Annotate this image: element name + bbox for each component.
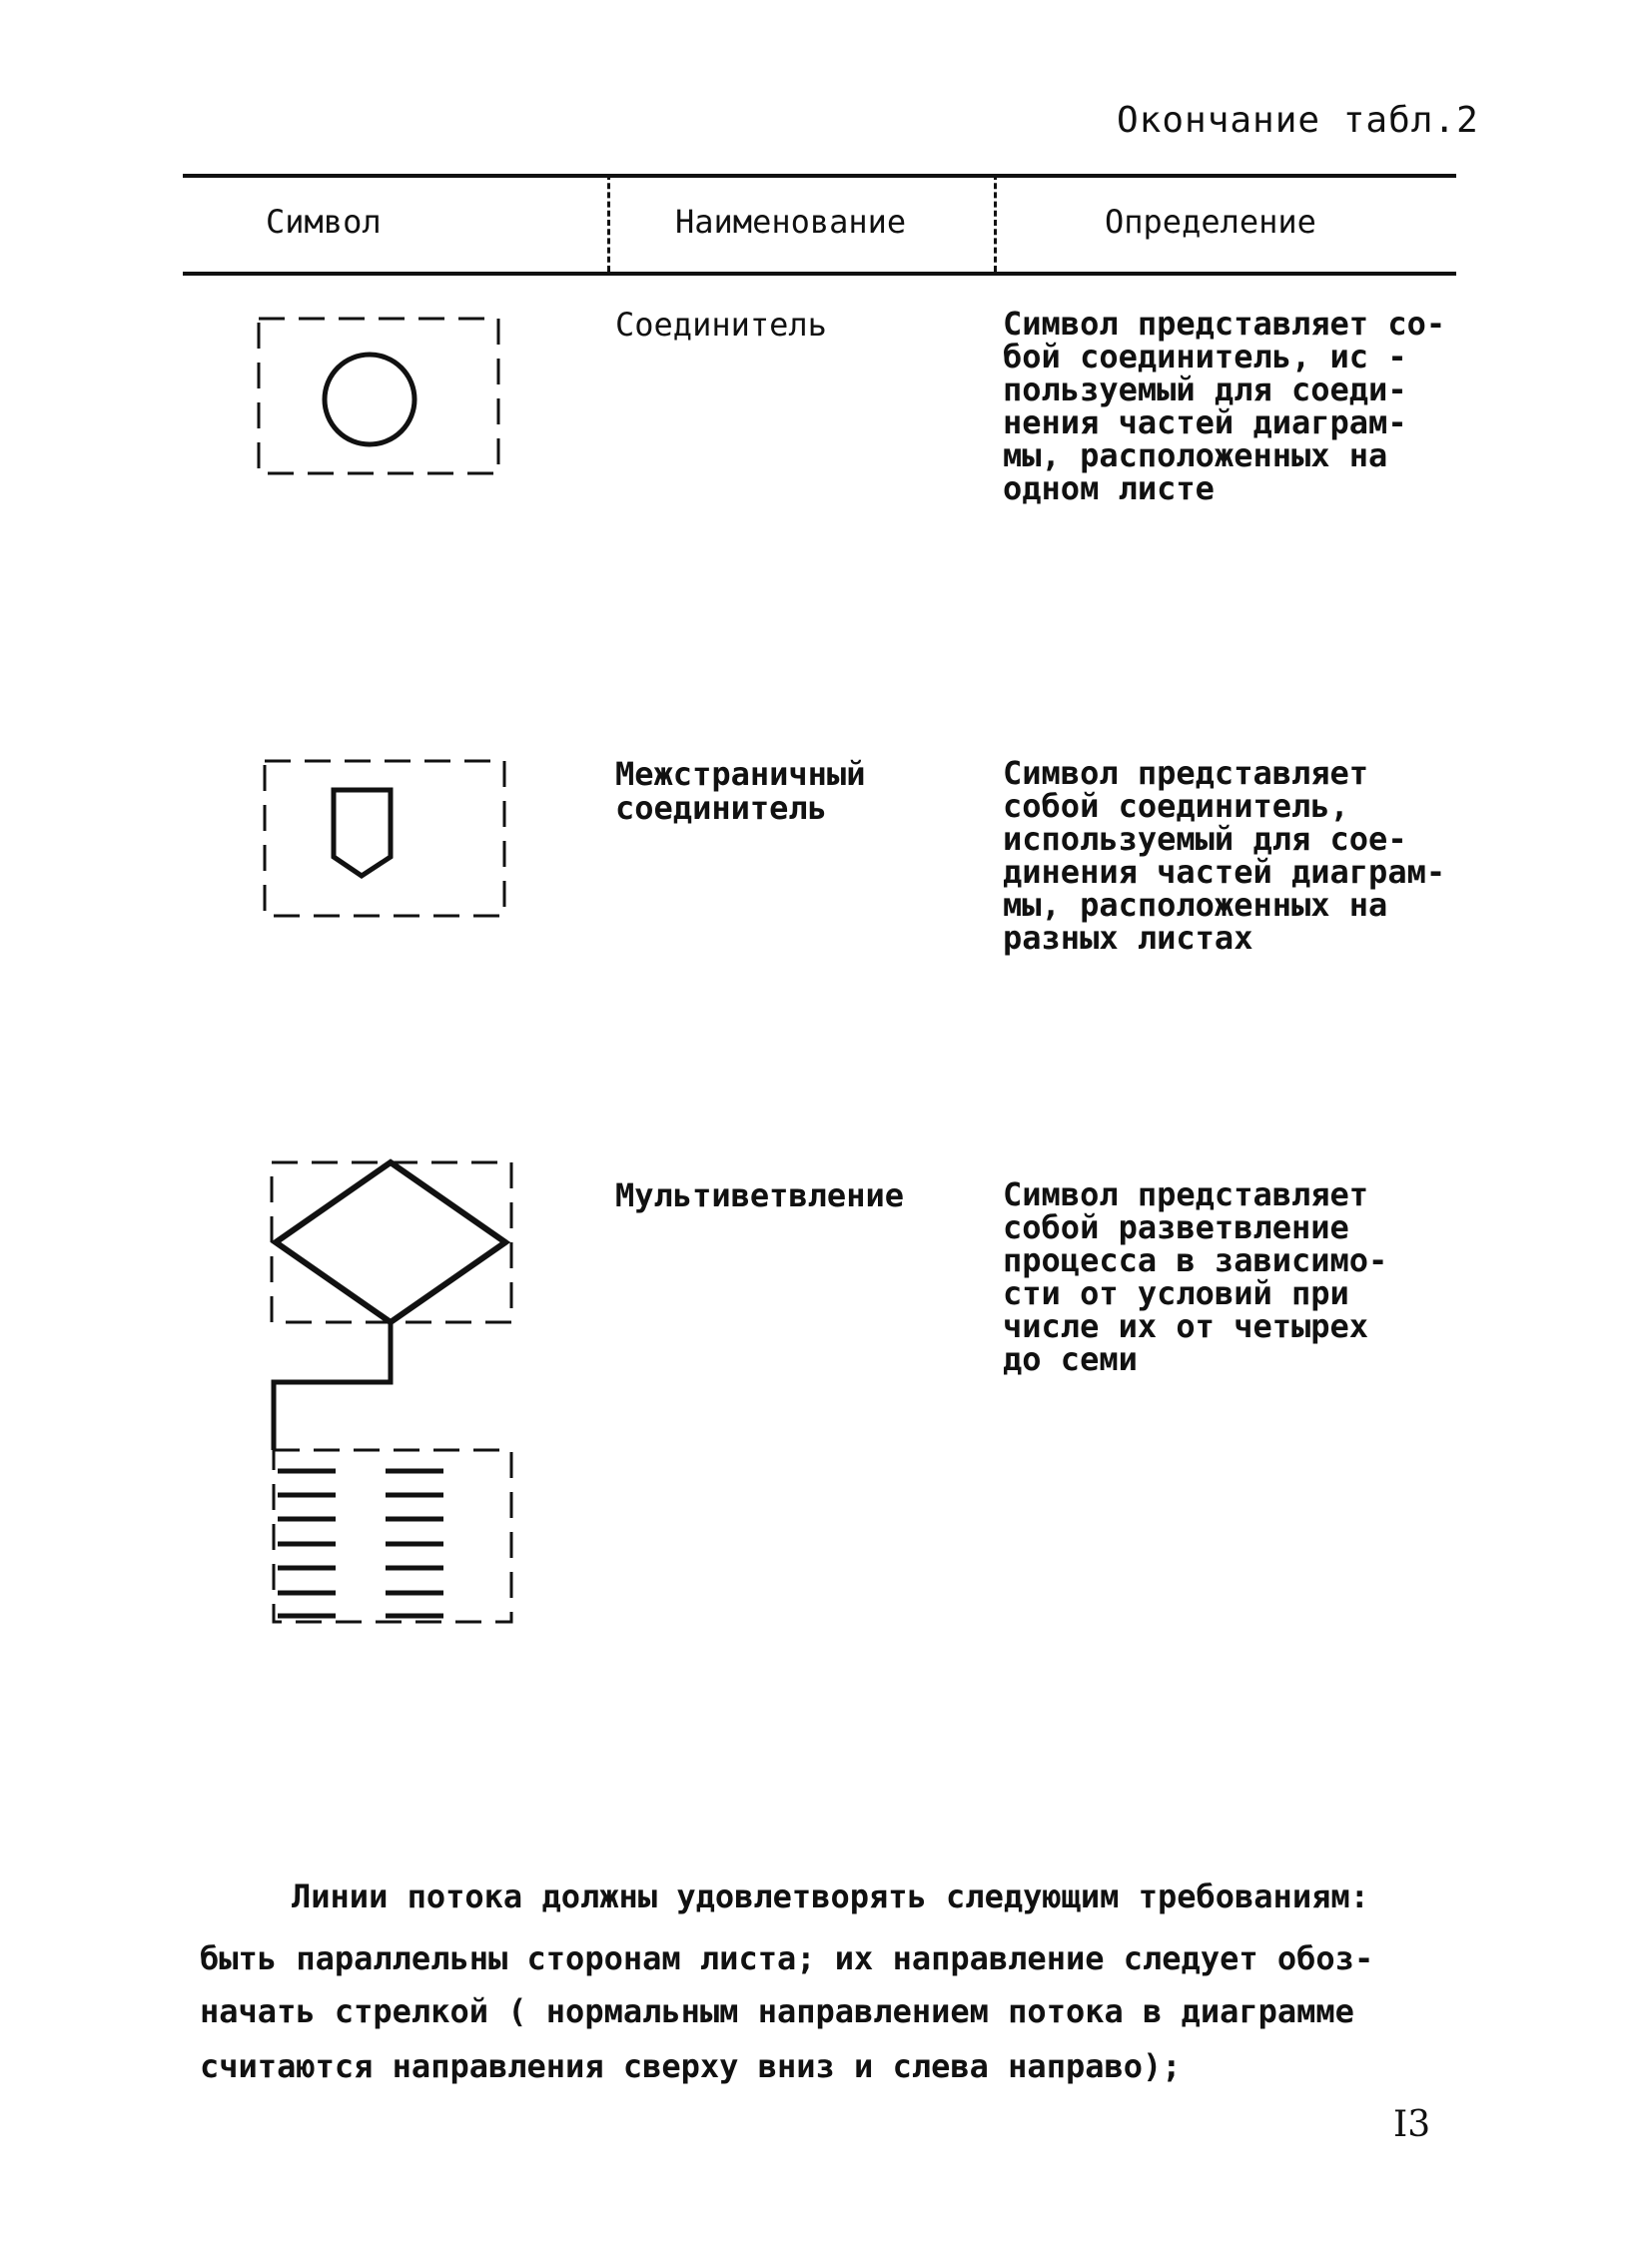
header-separator-1 <box>607 174 610 272</box>
row2-name: Межстраничный соединитель <box>615 755 866 827</box>
row1-name: Соединитель <box>615 306 827 344</box>
table-header-bottom-rule <box>183 272 1456 276</box>
row3-name: Мультиветвление <box>615 1176 904 1214</box>
header-symbol: Символ <box>266 203 382 241</box>
header-definition: Определение <box>1105 203 1316 241</box>
multibranch-decision-icon <box>268 1158 517 1633</box>
connector-circle-icon <box>255 315 504 479</box>
row1-definition: Символ представляет со- бой соединитель, ис - пользуемый для соеди- нения частей диаграм- мы, расположенных на одном листе <box>1003 305 1446 507</box>
table-caption: Окончание табл.2 <box>1117 100 1479 141</box>
row2-definition: Символ представляет собой соединитель, используемый для сое- динения частей диаграм- мы, расположенных на разных листах <box>1003 754 1446 957</box>
offpage-connector-icon <box>261 757 510 922</box>
row3-definition: Символ представляет собой разветвление процесса в зависимо- сти от условий при числе их от четырех до семи <box>1003 1175 1388 1378</box>
header-separator-2 <box>994 174 997 272</box>
paragraph-line-3: начать стрелкой ( нормальным направлением потока в диаграмме <box>200 1992 1354 2030</box>
paragraph-line-1: Линии потока должны удовлетворять следующим требованиям: <box>292 1877 1369 1915</box>
header-name: Наименование <box>675 203 907 241</box>
paragraph-line-2: быть параллельны сторонам листа; их направление следует обоз- <box>200 1939 1374 1977</box>
table-top-rule <box>183 174 1456 178</box>
page-number: I3 <box>1393 2104 1431 2145</box>
paragraph-line-4: считаются направления сверху вниз и слева направо); <box>200 2047 1182 2085</box>
